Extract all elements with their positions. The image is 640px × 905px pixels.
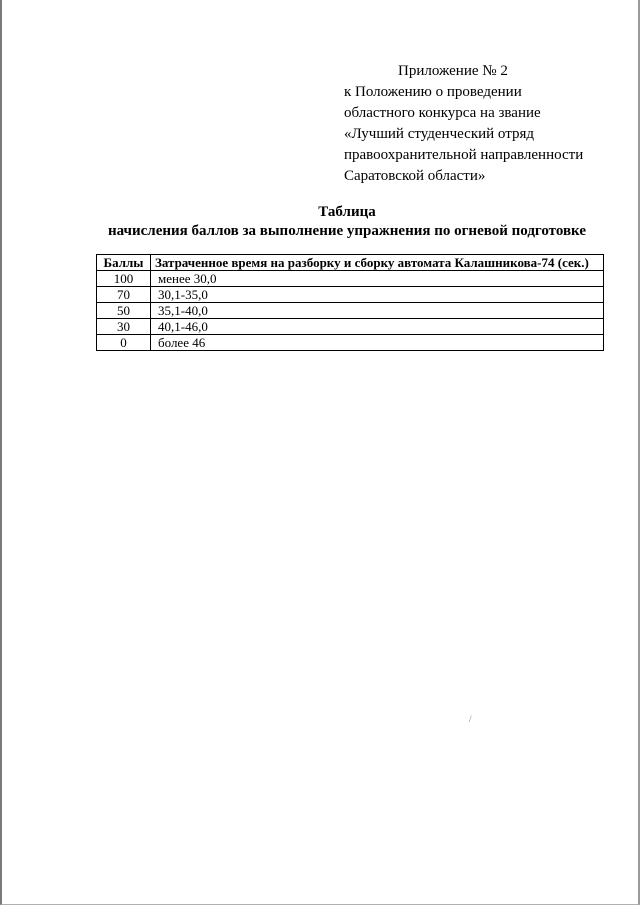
time-cell: 30,1-35,0: [151, 287, 604, 303]
time-cell: более 46: [151, 335, 604, 351]
header-points: Баллы: [97, 255, 151, 271]
appendix-line: к Положению о проведении: [344, 84, 522, 100]
stray-mark: /: [469, 714, 472, 724]
appendix-line: правоохранительной направленности: [344, 147, 584, 163]
time-cell: 40,1-46,0: [151, 319, 604, 335]
table-row: [97, 319, 604, 335]
table-row: [97, 303, 604, 319]
points-cell: 100: [97, 271, 151, 287]
table-row: [97, 271, 604, 287]
appendix-header: [344, 61, 624, 187]
scores-table: [96, 254, 604, 351]
table-row: [97, 287, 604, 303]
table-row: [97, 335, 604, 351]
time-cell: менее 30,0: [151, 271, 604, 287]
header-time: Затраченное время на разборку и сборку автомата Калашникова-74 (сек.): [151, 255, 604, 271]
time-cell: 35,1-40,0: [151, 303, 604, 319]
appendix-line: областного конкурса на звание: [344, 105, 541, 121]
points-cell: 50: [97, 303, 151, 319]
appendix-line: «Лучший студенческий отряд: [344, 126, 534, 142]
appendix-line: Саратовской области»: [344, 168, 486, 184]
points-cell: 30: [97, 319, 151, 335]
table-header-row: [97, 255, 604, 271]
points-cell: 70: [97, 287, 151, 303]
table-subtitle: начисления баллов за выполнение упражнения по огневой подготовке: [108, 223, 586, 239]
appendix-number: Приложение № 2: [398, 63, 508, 79]
table-title: Таблица: [318, 204, 376, 220]
points-cell: 0: [97, 335, 151, 351]
